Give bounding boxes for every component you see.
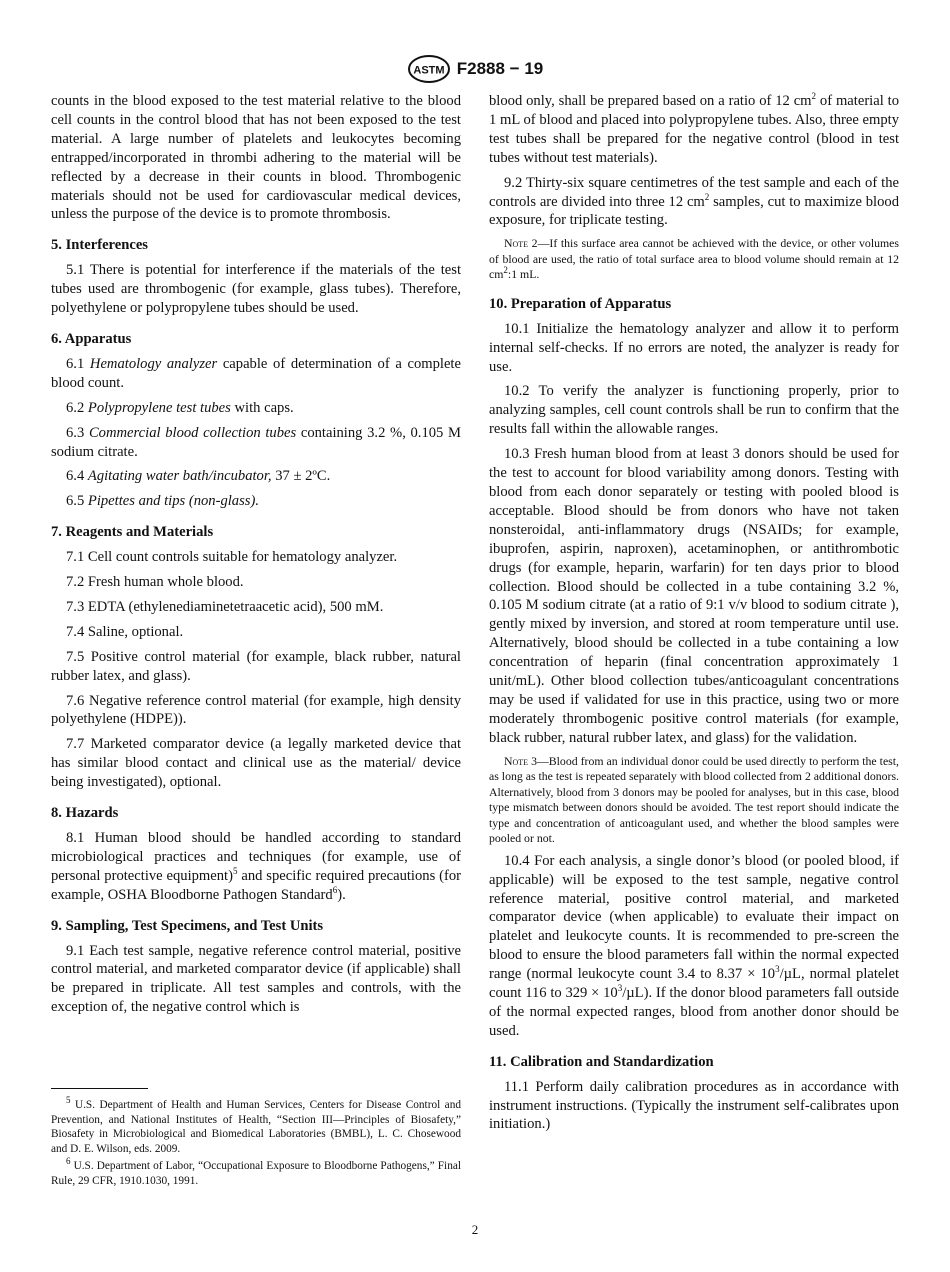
footnote-ref-5[interactable]: 5 bbox=[232, 865, 238, 876]
paragraph-6-2: 6.2 Polypropylene test tubes with caps. bbox=[66, 399, 294, 416]
paragraph-7-1: 7.1 Cell count controls suitable for hematology analyzer. bbox=[66, 549, 398, 566]
footnote-5: $^5$ U.S. Department of Health and Human Services, Centers for Disease Control and Prevention, and National Institutes of Health, “Section III—Principles of Biosafety,” Biosafety in Microbiological and Biomedical Laboratories (BMBL), L. C. Chosewood and D. E. Wilson, eds. 2009. bbox=[51, 1095, 461, 1156]
intro-paragraph: counts in the blood exposed to the test material relative to the blood cell counts in the control blood that has not been exposed to the test material. A large number of platelets and leukocytes becoming entrapped/incorporated in thrombi adhering to the material will be reflected by a decrease in their counts in blood. Thrombogenic materials should not be used for cardiovascular medical devices, unless the purpose of the device is to promote thrombosis. bbox=[51, 93, 461, 223]
standard-designation: F2888 − 19 bbox=[456, 59, 544, 78]
paragraph-7-3: 7.3 EDTA (ethylenediaminetetraacetic acid), 500 mM. bbox=[66, 598, 384, 615]
footnotes bbox=[51, 1088, 461, 1190]
section-7-heading: 7. Reagents and Materials bbox=[51, 524, 214, 541]
paragraph-6-4: 6.4 Agitating water bath/incubator, 37 ± 2ºC. bbox=[66, 468, 331, 485]
paragraph-9-1-continued: blood only, shall be prepared based on a ratio of 12 $cm^2$ of material to 1 mL of blood and placed into polypropylene tubes. Also, three empty test tubes shall be prepared for the negative control (blood in test tubes without test materials). bbox=[489, 91, 899, 166]
paragraph-7-2: 7.2 Fresh human whole blood. bbox=[66, 574, 244, 591]
section-8-heading: 8. Hazards bbox=[51, 805, 119, 822]
paragraph-5-1: 5.1 There is potential for interference if the materials of the test tubes used are thrombogenic (for example, glass tubes). Therefore, polyethylene or polypropylene tubes should be used. bbox=[51, 262, 461, 317]
paragraph-6-1: 6.1 Hematology analyzer capable of determination of a complete blood count. bbox=[51, 355, 461, 391]
paragraph-9-1: 9.1 Each test sample, negative reference control material, positive control material, and marketed comparator device (if applicable) shall be prepared in triplicate. All test samples and controls, with the exception of, the negative control which is bbox=[51, 942, 461, 1016]
footnote-6: $^6$ U.S. Department of Labor, “Occupational Exposure to Bloodborne Pathogens,” Final Rule, 29 CFR, 1910.1030, 1991. bbox=[51, 1156, 461, 1187]
paragraph-6-3: 6.3 Commercial blood collection tubes containing 3.2 %, 0.105 M sodium citrate. bbox=[51, 424, 461, 460]
page-number: 2 bbox=[471, 1222, 479, 1237]
paragraph-6-5: 6.5 Pipettes and tips (non-glass). bbox=[66, 493, 259, 510]
footnote-ref-6[interactable]: 6 bbox=[332, 884, 338, 895]
astm-logo-icon bbox=[407, 54, 451, 84]
svg-text:ASTM: ASTM bbox=[413, 64, 445, 77]
paragraph-10-1: 10.1 Initialize the hematology analyzer and allow it to perform internal self-checks. If no errors are noted, the analyzer is ready for use. bbox=[489, 320, 899, 375]
paragraph-10-2: 10.2 To verify the analyzer is functioning properly, prior to analyzing samples, cell count controls shall be run to confirm that the results fall within the allowable ranges. bbox=[489, 383, 899, 438]
paragraph-10-3: 10.3 Fresh human blood from at least 3 donors should be used for the test to account for blood variability among donors. Testing with blood from each donor separately or testing with pooled blood is acceptable. Blood should be from donors who have not taken nonsteroidal, anti-inflammatory drugs (NSAIDs; for example, ibuprofen, aspirin, naproxen), acetaminophen, or antithrombotic drugs (for example, heparin, warfarin) for ten days prior to blood collection. Blood should be collected in a tube containing 3.2 %, 0.105 M sodium citrate (at a ratio of 9:1 v/v blood to sodium citrate ), gently mixed by inversion, and stored at room temperature until use. Alternatively, blood should be collected in a tube containing a low concentration of heparin (final concentration approximately 1 unit/mL). Other blood collection tubes/anticoagulant concentrations may be used if validated for use in this practice, using two or more moderately thrombogenic positive control materials (for example, black rubber, natural rubber latex, and glass) for the validation. bbox=[489, 446, 899, 746]
paragraph-7-5: 7.5 Positive control material (for example, black rubber, natural rubber latex, and glass). bbox=[51, 648, 461, 684]
section-5-heading: 5. Interferences bbox=[51, 237, 148, 254]
paragraph-10-4: 10.4 For each analysis, a single donor’s blood (or pooled blood, if applicable) will be exposed to the test sample, negative control reference material, positive control material, and marketed comparator device (when applicable) to evaluate their impact on platelet and leukocyte counts. It is recommended to pre-screen the blood to ensure the blood parameters fall within the normal expected range (normal leukocyte count 3.4 to $8.37 \times 10^3/\mu L$, normal platelet count 116 to $329 \times 10^3/\mu L$). If the donor blood parameters fall outside of the normal expected ranges, blood from another donor should be used. bbox=[489, 852, 899, 1039]
paragraph-7-4: 7.4 Saline, optional. bbox=[66, 623, 184, 640]
section-11-heading: 11. Calibration and Standardization bbox=[489, 1053, 714, 1070]
note-2: Note 2—If this surface area cannot be achieved with the device, or other volumes of blood are used, the ratio of total surface area to blood volume should remain at 12 $cm^2:1$ mL. bbox=[489, 236, 900, 282]
section-6-heading: 6. Apparatus bbox=[51, 330, 132, 347]
right-column bbox=[489, 92, 899, 1140]
paragraph-11-1: 11.1 Perform daily calibration procedures as in accordance with instrument instructions. (Typically the instrument self-calibrates upon initiation.) bbox=[489, 1078, 899, 1133]
left-column bbox=[51, 92, 461, 1023]
paragraph-7-6: 7.6 Negative reference control material (for example, high density polyethylene (HDPE)). bbox=[51, 692, 461, 728]
paragraph-9-2: 9.2 Thirty-six square centimetres of the test sample and each of the controls are divided into three 12 $cm^2$ samples, cut to maximize blood exposure, for triplicate testing. bbox=[489, 174, 899, 229]
paragraph-7-7: 7.7 Marketed comparator device (a legally marketed device that has similar blood contact and clinical use as the material/ device being investigated), optional. bbox=[51, 736, 461, 791]
footnote-divider bbox=[51, 1088, 148, 1089]
paragraph-8-1: 8.1 Human blood should be handled according to standard microbiological practices and techniques (for example, use of personal protective equipment)$^5$ and specific required precautions (for example, OSHA Bloodborne Pathogen Standard$^6$). bbox=[51, 830, 461, 903]
page-header bbox=[0, 54, 950, 84]
section-10-heading: 10. Preparation of Apparatus bbox=[489, 295, 672, 312]
section-9-heading: 9. Sampling, Test Specimens, and Test Units bbox=[51, 917, 324, 934]
note-3: Note 3—Blood from an individual donor could be used directly to perform the test, as long as the test is repeated separately with blood collected from 2 additional donors. Alternatively, blood from 3 donors may be pooled for analyses, but in this case, blood type mismatch between donors should be avoided. The test report should indicate the type and concentration of anticoagulant used, and whether the blood samples were pooled or not. bbox=[489, 753, 899, 846]
